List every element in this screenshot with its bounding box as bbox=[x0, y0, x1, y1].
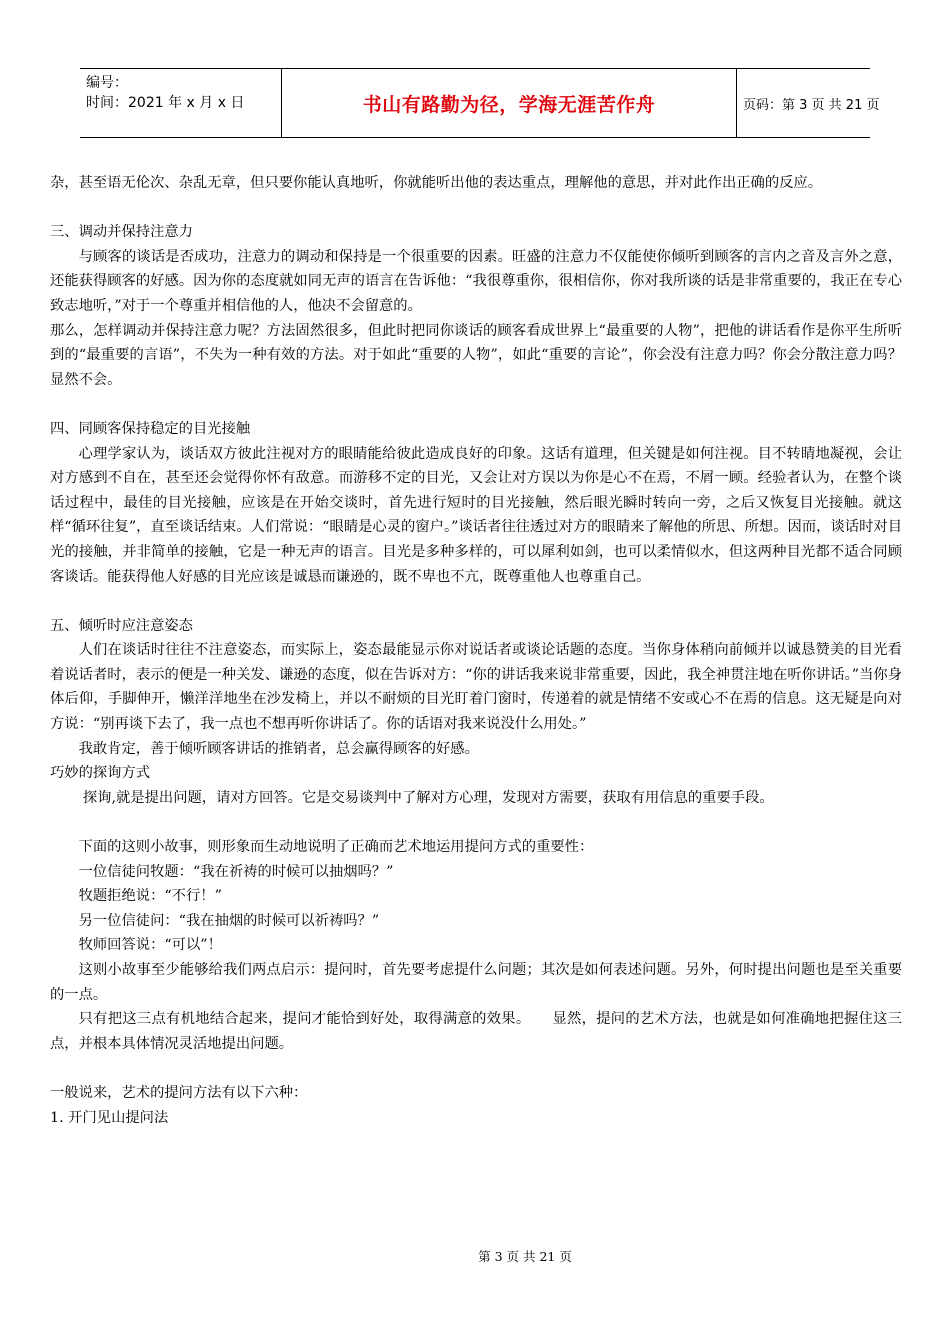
footer-page-number: 第 3 页 共 21 页 bbox=[478, 1249, 572, 1264]
dialogue-line: 一位信徒问牧题：“我在祈祷的时候可以抽烟吗？” bbox=[78, 863, 394, 880]
paragraph: 人们在谈话时往往不注意姿态，而实际上，姿态最能显示你对说话者或谈论话题的态度。当你身体稍向前倾并以诚恳赞美的目光看着说话者时，表示的便是一种关发、谦逊的态度，似在告诉对方：“你的讲话我来说非常重要，因此，我全神贯注地在听你讲话。”当你身体后仰，手脚伸开，懒洋洋地坐在沙发椅上，并以不耐烦的目光盯着门窗时，传递着的就是情绪不安或心不在焉的信息。这无疑是向对方说：“别再谈下去了，我一点也不想再听你讲话了。你的话语对我来说没什么用处。” bbox=[50, 642, 902, 733]
paragraph: 这则小故事至少能够给我们两点启示：提问时，首先要考虑提什么问题；其次是如何表述问题。另外，何时提出问题也是至关重要的一点。 bbox=[50, 962, 902, 1003]
paragraph: 只有把这三点有机地结合起来，提问才能恰到好处，取得满意的效果。 显然，提问的艺术方法，也就是如何准确地把握住这三点，并根本具体情况灵活地提出问题。 bbox=[50, 1011, 902, 1052]
dialogue-line: 牧题拒绝说：“不行！” bbox=[78, 888, 222, 905]
header-motto-cell bbox=[282, 69, 737, 137]
list-item: 1. 开门见山提问法 bbox=[50, 1109, 169, 1126]
paragraph: 探询,就是提出问题，请对方回答。它是交易谈判中了解对方心理，发现对方需要，获取有用信息的重要手段。 bbox=[82, 789, 774, 806]
header-motto: 书山有路勤为径，学海无涯苦作舟 bbox=[362, 93, 656, 116]
header-meta bbox=[80, 69, 282, 137]
document-body bbox=[50, 171, 902, 1130]
dialogue-line: 牧师回答说：“可以”！ bbox=[78, 937, 222, 954]
page-footer bbox=[0, 1247, 950, 1265]
document-header bbox=[80, 68, 880, 138]
paragraph: 那么，怎样调动并保持注意力呢？方法固然很多，但此时把同你谈话的顾客看成世界上“最重要的人物”，把他的讲话看作是你平生所听到的“最重要的言语”，不失为一种有效的方法。对于如此“重要的人物”，如此“重要的言论”，你会没有注意力吗？你会分散注意力吗？显然不会。 bbox=[50, 322, 902, 388]
section-heading: 巧妙的探询方式 bbox=[50, 765, 151, 782]
paragraph: 我敢肯定，善于倾听顾客讲话的推销者，总会赢得顾客的好感。 bbox=[78, 740, 479, 757]
paragraph: 杂，甚至语无伦次、杂乱无章，但只要你能认真地听，你就能听出他的表达重点，理解他的意思，并对此作出正确的反应。 bbox=[50, 175, 823, 191]
paragraph: 心理学家认为，谈话双方彼此注视对方的眼睛能给彼此造成良好的印象。这话有道理，但关键是如何注视。目不转睛地凝视，会让对方感到不自在，甚至还会觉得你怀有敌意。而游移不定的目光，又会让对方误以为你是心不在焉，不屑一顾。经验者认为，在整个谈话过程中，最佳的目光接触，应该是在开始交谈时，首先进行短时的目光接触，然后眼光瞬时转向一旁，之后又恢复目光接触。就这样“循环往复”，直至谈话结束。人们常说：“眼睛是心灵的窗户。”谈话者往往透过对方的眼睛来了解他的所思、所想。因而，谈话时对目光的接触，并非简单的接触，它是一种无声的语言。目光是多种多样的，可以犀利如剑，也可以柔情似水，但这两种目光都不适合同顾客谈话。能获得他人好感的目光应该是诚恳而谦逊的，既不卑也不亢，既尊重他人也尊重自己。 bbox=[50, 445, 902, 585]
section-heading: 五、倾听时应注意姿态 bbox=[50, 617, 193, 634]
dialogue-line: 另一位信徒问：“我在抽烟的时候可以祈祷吗？” bbox=[78, 912, 380, 929]
paragraph: 一般说来，艺术的提问方法有以下六种： bbox=[50, 1084, 308, 1101]
paragraph: 下面的这则小故事，则形象而生动地说明了正确而艺术地运用提问方式的重要性： bbox=[78, 839, 594, 856]
header-page-number: 页码：第 3 页 共 21 页 bbox=[743, 97, 880, 113]
section-heading: 四、同顾客保持稳定的目光接触 bbox=[50, 420, 251, 437]
paragraph: 与顾客的谈话是否成功，注意力的调动和保持是一个很重要的因素。旺盛的注意力不仅能使你倾听到顾客的言内之音及言外之意，还能获得顾客的好感。因为你的态度就如同无声的语言在告诉他：“我很尊重你，很相信你，你对我所谈的话是非常重要的，我正在专心致志地听，”对于一个尊重并相信他的人，他决不会留意的。 bbox=[50, 248, 902, 314]
document-date: 时间：2021 年 x 月 x 日 bbox=[86, 95, 245, 111]
document-number: 编号： bbox=[86, 75, 128, 91]
section-heading: 三、调动并保持注意力 bbox=[50, 224, 193, 241]
